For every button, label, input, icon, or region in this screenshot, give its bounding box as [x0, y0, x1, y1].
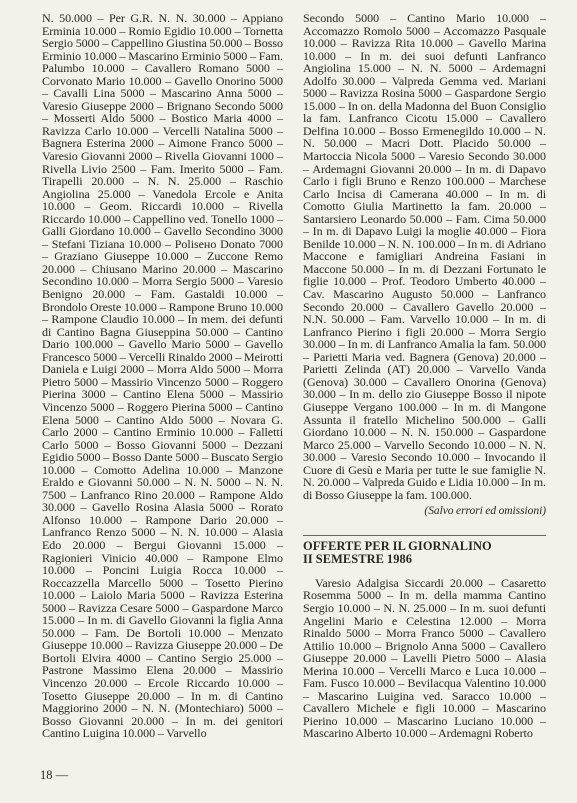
section-heading-subtitle: II SEMESTRE 1986 [303, 552, 413, 567]
right-column [303, 12, 546, 740]
donor-list-right: Secondo 5000 – Cantino Mario 10.000 – Accomazzo Romolo 5000 – Accomazzo Pasquale 10.000 – Ravizza Rita 10.000 – Gavello Marina 10.000 – In m. dei suoi defunti Lanfranco Angiolina 15.000 – N. N. 5000 – Ardemagni Adolfo 30.000 – Valpreda Gemma ved. Mariani 5000 – Ravizza Rosina 5000 – Gaspardone Sergio 15.000 – In on. della Madonna del Buon Consiglio la fam. Lanfranco Cicotu 15.000 – Cavallero Delfina 10.000 – Bosso Ermenegildo 10.000 – N. N. 50.000 – Macri Dott. Placido 50.000 – Martoccia Nicola 5000 – Varesio Secondo 30.000 – Ardemagni Giovanni 20.000 – In m. di Dapavo Carlo i figli Bruno e Renzo 100.000 – Marchese Carlo Incisa di Camerana 40.000 – In m. di Comotto Giulia Martinetto la fam. 20.000 – Santarsiero Leonardo 50.000 – Fam. Cima 50.000 – In m. di Dapavo Luigi la moglie 40.000 – Fiora Benilde 10.000 – N. N. 100.000 – In m. di Adriano Maccone e famigliari Andreina Fasiani in Maccone 50.000 – In m. di Dezzani Fortunato le figlie 10.000 – Prof. Teodoro Umberto 40.000 – Cav. Mascarino Augusto 50.000 – Lanfranco Secondo 20.000 – Cavallero Gavello 20.000 – N.N. 50.000 – Fam. Varvello 10.000 – In m. di Lanfranco Pierino i figli 20.000 – Morra Sergio 30.000 – In m. di Lanfranco Amalia la fam. 50.000 – Parietti Maria ved. Bagnera (Genova) 20.000 – Parietti Zelinda (AT) 20.000 – Varvello Vanda (Genova) 30.000 – Cavallero Onorina (Genova) 30.000 – In m. dello zio Giuseppe Bosso il nipote Giuseppe Vergano 100.000 – In m. di Mangone Assunta il fratello Michelino 500.000 – Galli Giordano 10.000 – N. N. 150.000 – Gaspardone Marco 25.000 – Varvello Secondo 10.000 – N. N. 30.000 – Varesio Secondo 10.000 – Invocando il Cuore di Gesù e Maria per tutte le sue famiglie N. N. 20.000 – Valpreda Guido e Lidia 10.000 – In m. di Bosso Giuseppe la fam. 100.000. [303, 11, 546, 502]
section-heading-title: OFFERTE PER IL GIORNALINO [303, 538, 492, 553]
disclaimer-note: (Salvo errori ed omissioni) [424, 505, 546, 518]
page-number: 18 — [40, 768, 69, 782]
donor-list-left: N. 50.000 – Per G.R. N. N. 30.000 – Appiano Erminia 10.000 – Romio Egidio 10.000 – Tornetta Sergio 5000 – Cappellino Giustina 50.000 – Bosso Erminio 10.000 – Mascarino Erminio 5000 – Fam. Palumbo 10.000 – Cavallero Romano 5000 – Corvonato Mario 10.000 – Gavello Onorino 5000 – Cavalli Lina 5000 – Mascarino Anna 5000 – Varesio Giuseppe 2000 – Brignano Secondo 5000 – Mosserti Aldo 5000 – Bostico Maria 4000 – Ravizza Carlo 10.000 – Vercelli Natalina 5000 – Bagnera Esterina 2000 – Aimone Franco 5000 – Varesio Giovanni 2000 – Rivella Giovanni 1000 – Rivella Livio 2500 – Fam. Imerito 5000 – Fam. Tirapelli 20.000 – N. N. 25.000 – Raschio Angiolina 25.000 – Vanedola Ercole e Anita 10.000 – Geom. Riccardi 10.000 – Rivella Riccardo 10.000 – Cappellino ved. Tonello 1000 – Galli Giordano 10.000 – Gavello Secondino 3000 – Stefani Tiziana 10.000 – Polisено Donato 7000 – Graziano Giuseppe 10.000 – Zuccone Remo 20.000 – Chiusano Marino 20.000 – Mascarino Secondino 10.000 – Morra Sergio 5000 – Varesio Benigno 20.000 – Fam. Gastaldi 10.000 – Brondolo Oreste 10.000 – Rampone Bruno 10.000 – Rampone Claudio 10.000 – In mem. dei defunti di Cantino Bagna Giuseppina 50.000 – Cantino Dario 100.000 – Gavello Mario 5000 – Gavello Francesco 5000 – Vercelli Rinaldo 2000 – Meirotti Daniela e Luigi 2000 – Morra Aldo 5000 – Morra Pietro 5000 – Massirio Vincenzo 5000 – Roggero Pierina 3000 – Cantino Elena 5000 – Massirio Vincenzo 5000 – Roggero Pierina 5000 – Cantino Elena 5000 – Cantino Aldo 5000 – Novara G. Carlo 2000 – Cantino Erminio 10.000 – Falletti Carlo 5000 – Bosso Giovanni 5000 – Dezzani Egidio 5000 – Bosso Dante 5000 – Buscato Sergio 10.000 – Comotto Adelina 10.000 – Manzone Eraldo e Giovanni 50.000 – N. N. 5000 – N. N. 7500 – Lanfranco Rino 20.000 – Rampone Aldo 30.000 – Gavello Rosina Alasia 5000 – Rorato Alfonso 10.000 – Rampone Dario 20.000 – Lanfranco Renzo 5000 – N. N. 10.000 – Alasia Edo 20.000 – Bergui Giovanni 15.000 – Ragionieri Vinicio 40.000 – Rampone Elmo 10.000 – Poncini Luigia Rocca 10.000 – Roccazzella Marcello 5000 – Tosetto Pierino 10.000 – Laiolo Maria 5000 – Ravizza Esterina 5000 – Ravizza Cesare 5000 – Gaspardone Marco 15.000 – In m. di Gavello Giovanni la figlia Anna 50.000 – Fam. De Bortoli 10.000 – Menzato Giuseppe 10.000 – Ravizza Giuseppe 20.000 – De Bortoli Elvira 4000 – Cantino Sergio 25.000 – Pastrone Massimo Elena 20.000 – Massirio Vincenzo 20.000 – Ercole Riccardo 10.000 – Tosetto Giuseppe 20.000 – In m. di Cantino Maggiorino 2000 – N. N. (Montechiaro) 5000 – Bosso Giovanni 20.000 – In m. dei genitori Cantino Luigina 10.000 – Varvello [42, 11, 283, 741]
section-divider [303, 535, 546, 536]
newsletter-donor-list: Varesio Adalgisa Siccardi 20.000 – Casaretto Rosemma 5000 – In m. della mamma Cantino Sergio 10.000 – N. N. 25.000 – In m. suoi defunti Angelini Mario e Celestina 12.000 – Morra Rinaldo 5000 – Morra Franco 5000 – Cavallero Attilio 10.000 – Brignolo Anna 5000 – Cavallero Giuseppe 20.000 – Lavelli Pietro 5000 – Alasia Merina 10.000 – Vercelli Marco e Luca 10.000 – Fam. Fusco 10.000 – Bevilacqua Valentino 10.000 – Mascarino Luigina ved. Saracco 10.000 – Cavallero Michele e figli 10.000 – Mascarino Pierino 10.000 – Mascarino Luciano 10.000 – Mascarino Alberto 10.000 – Ardemagni Roberto [303, 575, 546, 741]
section-heading [303, 540, 546, 567]
left-column [42, 12, 283, 740]
